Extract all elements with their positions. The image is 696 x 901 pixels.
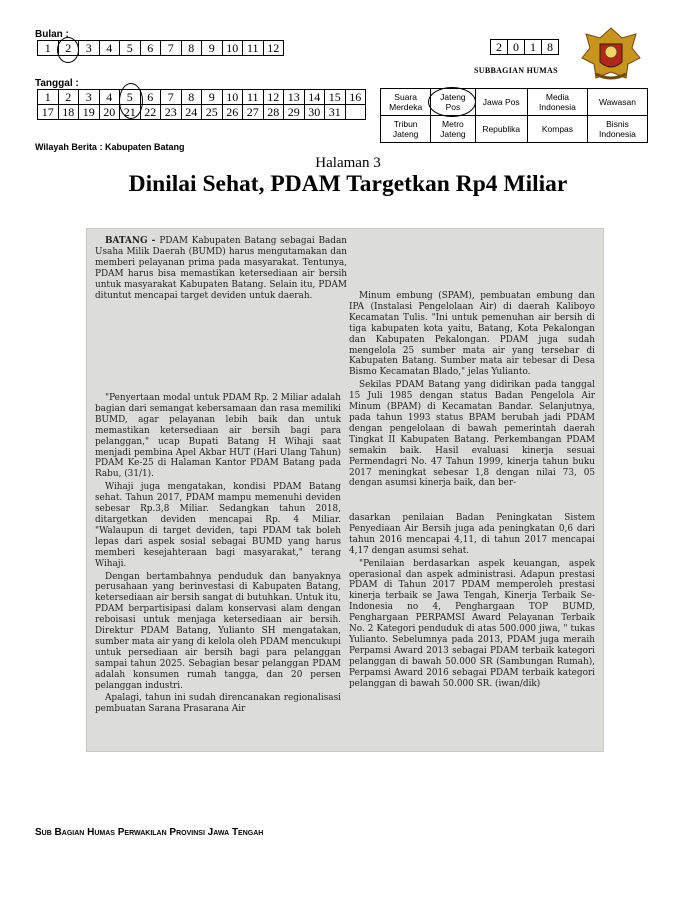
grid-cell: 2: [58, 90, 79, 105]
grid-cell: 8: [542, 40, 559, 55]
paragraph: Sekilas PDAM Batang yang didirikan pada tanggal 15 Juli 1985 dengan status Badan Pengelola Air Minum (BPAM) di Kecamatan Bandar. Selanjutnya, pada tahun 1993 status BPAM berubah jadi PDAM dengan pengelolaan di bawah pemerintah daerah Tingkat II Kabupaten Batang. Perkembangan PDAM semakin baik. Hasil evaluasi kinerja sesuai Permendagri No. 47 Tahun 1999, kinerja tahun buku 2017 meningkat sebesar 1,8 dengan nilai 73, 05 dengan asumsi kinerja baik, dan ber-: [349, 380, 595, 489]
media-selection-circle: [428, 87, 476, 117]
central-java-emblem-icon: [578, 22, 644, 88]
media-table: [380, 88, 648, 143]
grid-cell: 12: [263, 41, 284, 56]
media-cell: Tribun Jateng: [381, 116, 431, 143]
article-column-2: [349, 291, 595, 491]
grid-cell: 10: [222, 41, 243, 56]
media-cell: Jawa Pos: [475, 89, 527, 116]
media-cell: Metro Jateng: [431, 116, 475, 143]
lead-text: PDAM Kabupaten Batang sebagai Badan Usaha Milik Daerah (BUMD) harus mengutamakan dan memberi pelayanan prima pada masyarakat. Tentunya, PDAM harus bisa memastikan ketersediaan air bersih untuk masyarakat Kabupaten Batang. Selain itu, PDAM dituntut mencapai target deviden untuk daerah.: [95, 236, 347, 301]
paragraph: Dengan bertambahnya penduduk dan banyaknya perusahaan yang berinvestasi di Kabupaten Batang, ketersediaan air bersih sangat di butuhkan. Untuk itu, PDAM berpartisipasi dalam konservasi alam dengan reboisasi untuk menjaga ketersediaan air bersih. Direktur PDAM Batang, Yulianto SH mengatakan, sumber mata air yang di kelola oleh PDAM mencukupi untuk persediaan air bersih bagi para pelanggan sampai tahun 2025. Sebagian besar pelanggan PDAM adalah konsumen rumah tangga, dan 20 persen pelanggan industri.: [95, 571, 341, 691]
grid-cell: 14: [304, 90, 325, 105]
grid-cell: 16: [345, 90, 366, 105]
newspaper-clipping: [86, 228, 604, 752]
month-selection-circle: [57, 37, 79, 63]
grid-cell: 31: [325, 105, 346, 120]
unit-name: SUBBAGIAN HUMAS: [474, 66, 558, 75]
bulan-label: Bulan :: [35, 29, 69, 40]
paragraph: Apalagi, tahun ini sudah direncanakan regionalisasi pembuatan Sarana Prasarana Air: [95, 693, 341, 715]
grid-cell: 3: [79, 90, 100, 105]
media-cell: Bisnis Indonesia: [587, 116, 647, 143]
grid-cell: 5: [120, 90, 141, 105]
paragraph: dasarkan penilaian Badan Peningkatan Sistem Penyediaan Air Bersih juga ada peningkatan 0,6 dari tahun 2016 mencapai 4,11, di tahun 2017 mencapai 4,17 dengan asumsi sehat.: [349, 513, 595, 556]
grid-cell: 20: [99, 105, 120, 120]
grid-cell: 1: [38, 41, 59, 56]
article-column-3: [349, 513, 595, 692]
article-lead: [95, 236, 347, 303]
grid-cell: 13: [284, 90, 305, 105]
grid-cell: 17: [38, 105, 59, 120]
grid-cell: 1: [525, 40, 542, 55]
date-selection-circle: [119, 83, 143, 119]
media-cell: Jateng Pos: [431, 89, 475, 116]
grid-cell: 9: [202, 41, 223, 56]
grid-cell: 7: [161, 41, 182, 56]
grid-cell: 21: [120, 105, 141, 120]
grid-cell: 26: [222, 105, 243, 120]
paragraph: "Penilaian berdasarkan aspek keuangan, aspek operasional dan aspek administrasi. Adapun prestasi PDAM di Tahun 2017 PDAM memperoleh prestasi kinerja terbaik se Jawa Tengah, Kinerja Terbaik Se- Indonesia no 4, Penghargaan TOP BUMD, Penghargaan PERPAMSI Award Pelayanan Terbaik No. 2 Kategori penduduk di atas 500.000 jiwa, " tukas Yulianto. Sebelumnya pada 2013, PDAM juga meraih Perpamsi Award 2013 sebagai PDAM terbaik kategori pelanggan di bawah 50.000 SR (Sambungan Rumah), Perpamsi Award 2016 sebagai PDAM terbaik kategori pelanggan di bawah 50.000 SR. (iwan/dik): [349, 558, 595, 689]
grid-cell: 4: [99, 90, 120, 105]
empty-grid-cell: [345, 105, 366, 120]
grid-cell: 6: [140, 90, 161, 105]
media-cell: Suara Merdeka: [381, 89, 431, 116]
page-number: Halaman 3: [315, 155, 381, 171]
grid-cell: 7: [161, 90, 182, 105]
grid-cell: 0: [508, 40, 525, 55]
news-region: Wilayah Berita : Kabupaten Batang: [35, 142, 185, 152]
footer-text: Sub Bagian Humas Perwakilan Provinsi Jawa Tengah: [35, 827, 264, 838]
grid-cell: 4: [99, 41, 120, 56]
paragraph: Wihaji juga mengatakan, kondisi PDAM Batang sehat. Tahun 2017, PDAM mampu memenuhi deviden sebesar Rp.3,8 Miliar. Sedangkan tahun 2018, ditargetkan deviden mencapai Rp. 4 Miliar. "Walaupun di target deviden, tapi PDAM tak boleh lepas dari aspek sosial sebagai BUMD yang harus memberi kesejahteraan bagi masyarakat," terang Wihaji.: [95, 482, 341, 569]
grid-cell: 9: [202, 90, 223, 105]
media-cell: Media Indonesia: [527, 89, 587, 116]
grid-cell: 1: [38, 90, 59, 105]
grid-cell: 11: [243, 41, 264, 56]
article-column-1: [95, 393, 341, 717]
grid-cell: 2: [58, 41, 79, 56]
year-grid: [490, 39, 559, 55]
grid-cell: 23: [161, 105, 182, 120]
grid-cell: 19: [79, 105, 100, 120]
grid-cell: 29: [284, 105, 305, 120]
tanggal-label: Tanggal :: [35, 78, 79, 89]
grid-cell: 2: [491, 40, 508, 55]
media-cell: Kompas: [527, 116, 587, 143]
grid-cell: 22: [140, 105, 161, 120]
grid-cell: 15: [325, 90, 346, 105]
grid-cell: 27: [243, 105, 264, 120]
grid-cell: 11: [243, 90, 264, 105]
article-title: Dinilai Sehat, PDAM Targetkan Rp4 Miliar: [128, 171, 568, 197]
lead-dateline: BATANG -: [105, 236, 160, 246]
paragraph: Minum embung (SPAM), pembuatan embung dan IPA (Instalasi Pengelolaan Air) di daerah Kaliboyo Kecamatan Tulis. "Ini untuk pemenuhan air bersih di tiga kabupaten kota yaitu, Batang, Kota Pekalongan dan Kabupaten Pekalongan. PDAM juga sudah mengelola 25 sumber mata air yang tersebar di Kabupaten Batang. Sumber mata air tebesar di Desa Bismo Kecamatan Blado," jelas Yulianto.: [349, 291, 595, 378]
grid-cell: 12: [263, 90, 284, 105]
grid-cell: 8: [181, 41, 202, 56]
date-grid: [37, 89, 366, 120]
grid-cell: 28: [263, 105, 284, 120]
grid-cell: 24: [181, 105, 202, 120]
media-cell: Wawasan: [587, 89, 647, 116]
grid-cell: 8: [181, 90, 202, 105]
grid-cell: 3: [79, 41, 100, 56]
grid-cell: 25: [202, 105, 223, 120]
grid-cell: 18: [58, 105, 79, 120]
grid-cell: 10: [222, 90, 243, 105]
paragraph: "Penyertaan modal untuk PDAM Rp. 2 Miliar adalah bagian dari semangat kebersamaan dan rasa memiliki BUMD, agar pelayanan lebih baik dan untuk memastikan ketersediaan air bersih bagi para pelanggan," ucap Bupati Batang H Wihaji saat menjadi pembina Apel Akbar HUT (Hari Ulang Tahun) PDAM Ke-25 di Halaman Kantor PDAM Batang pada Rabu, (31/1).: [95, 393, 341, 480]
grid-cell: 30: [304, 105, 325, 120]
grid-cell: 5: [120, 41, 141, 56]
grid-cell: 6: [140, 41, 161, 56]
media-cell: Republika: [475, 116, 527, 143]
